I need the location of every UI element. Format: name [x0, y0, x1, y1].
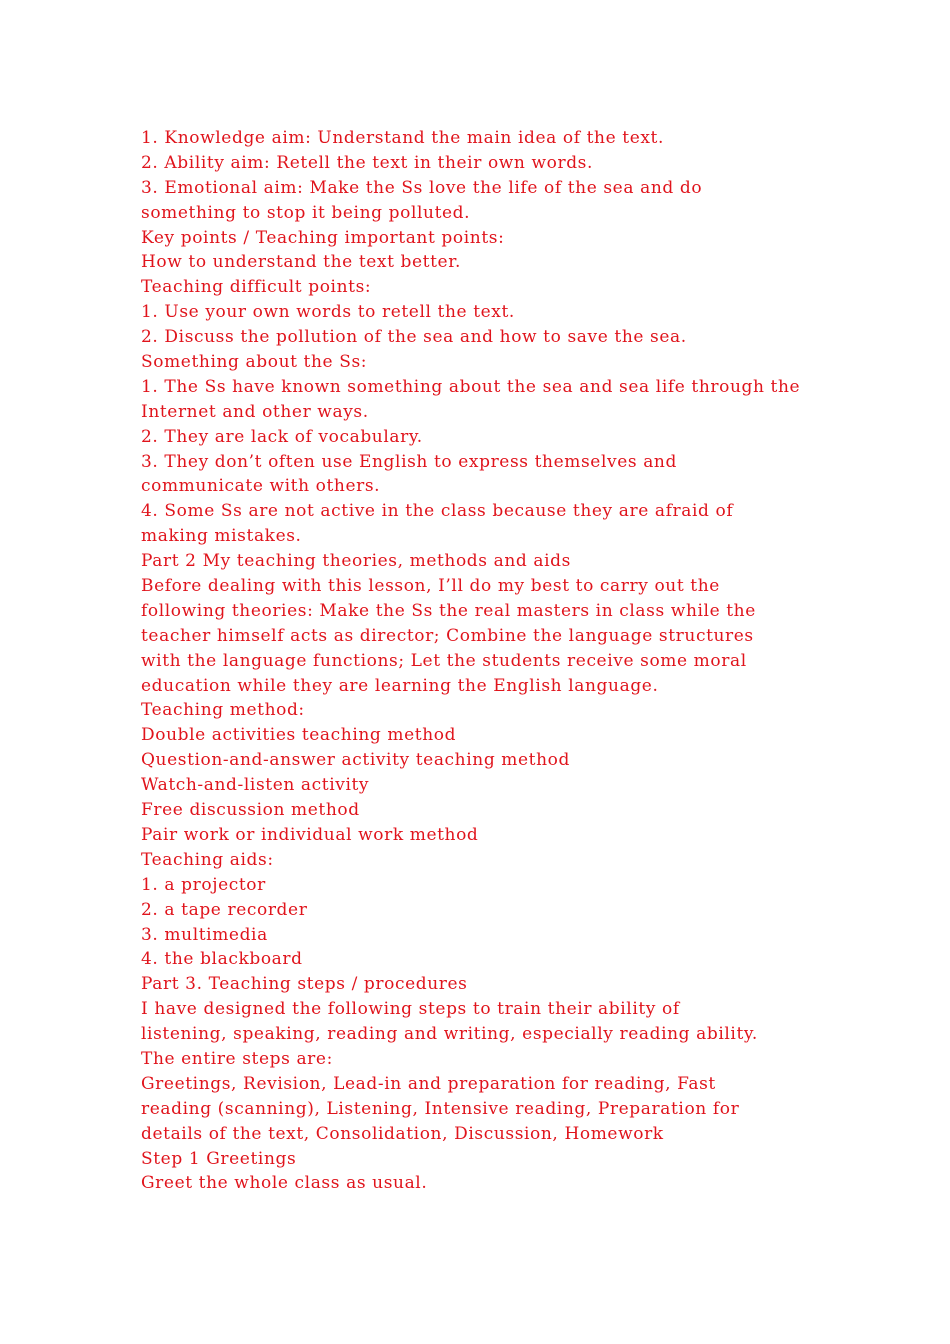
text-line: details of the text, Consolidation, Discussion, Homework	[141, 1123, 664, 1144]
text-line: Step 1 Greetings	[141, 1148, 297, 1169]
text-line: Teaching method:	[141, 700, 305, 721]
text-line: Free discussion method	[141, 800, 360, 821]
text-line: 1. Knowledge aim: Understand the main idea of the text.	[141, 128, 664, 148]
document-text	[141, 126, 821, 1196]
text-line: 2. a tape recorder	[141, 899, 308, 920]
text-line: Internet and other ways.	[141, 401, 369, 422]
text-line: 3. multimedia	[141, 924, 268, 945]
text-line: with the language functions; Let the students receive some moral	[141, 650, 747, 671]
text-line: communicate with others.	[141, 476, 381, 497]
text-line: education while they are learning the English language.	[141, 675, 659, 696]
text-line: Question-and-answer activity teaching method	[141, 750, 570, 771]
text-line: reading (scanning), Listening, Intensive reading, Preparation for	[141, 1098, 740, 1119]
text-line: making mistakes.	[141, 526, 302, 547]
text-line: 2. They are lack of vocabulary.	[141, 426, 423, 447]
text-line: 1. The Ss have known something about the sea and sea life through the	[141, 376, 801, 397]
text-line: How to understand the text better.	[141, 252, 462, 273]
text-line: I have designed the following steps to train their ability of	[141, 999, 680, 1020]
text-line: Greetings, Revision, Lead-in and preparation for reading, Fast	[141, 1073, 716, 1094]
text-line: 1. Use your own words to retell the text.	[141, 302, 515, 323]
text-line: 1. a projector	[141, 874, 266, 895]
text-line: Part 2 My teaching theories, methods and aids	[141, 551, 571, 572]
text-line: 4. Some Ss are not active in the class because they are afraid of	[141, 501, 734, 522]
text-line: Part 3. Teaching steps / procedures	[141, 974, 468, 995]
text-line: listening, speaking, reading and writing, especially reading ability.	[141, 1024, 758, 1045]
text-line: 3. Emotional aim: Make the Ss love the life of the sea and do	[141, 177, 703, 198]
text-line: Key points / Teaching important points:	[141, 227, 505, 248]
text-line: 4. the blackboard	[141, 949, 303, 970]
text-line: The entire steps are:	[141, 1048, 333, 1069]
text-line: Teaching aids:	[141, 849, 274, 870]
text-line: 2. Discuss the pollution of the sea and how to save the sea.	[141, 327, 687, 348]
text-line: Watch-and-listen activity	[141, 775, 370, 796]
text-line: Before dealing with this lesson, I’ll do my best to carry out the	[141, 576, 720, 597]
text-line: Something about the Ss:	[141, 352, 368, 373]
text-line: teacher himself acts as director; Combine the language structures	[141, 625, 754, 646]
text-line: something to stop it being polluted.	[141, 202, 471, 223]
text-line: 2. Ability aim: Retell the text in their own words.	[141, 152, 594, 173]
text-line: following theories: Make the Ss the real masters in class while the	[141, 600, 756, 621]
text-line: 3. They don’t often use English to express themselves and	[141, 451, 677, 472]
text-line: Teaching difficult points:	[141, 277, 372, 298]
text-line: Double activities teaching method	[141, 725, 457, 746]
text-line: Pair work or individual work method	[141, 824, 479, 845]
text-line: Greet the whole class as usual.	[141, 1173, 428, 1194]
